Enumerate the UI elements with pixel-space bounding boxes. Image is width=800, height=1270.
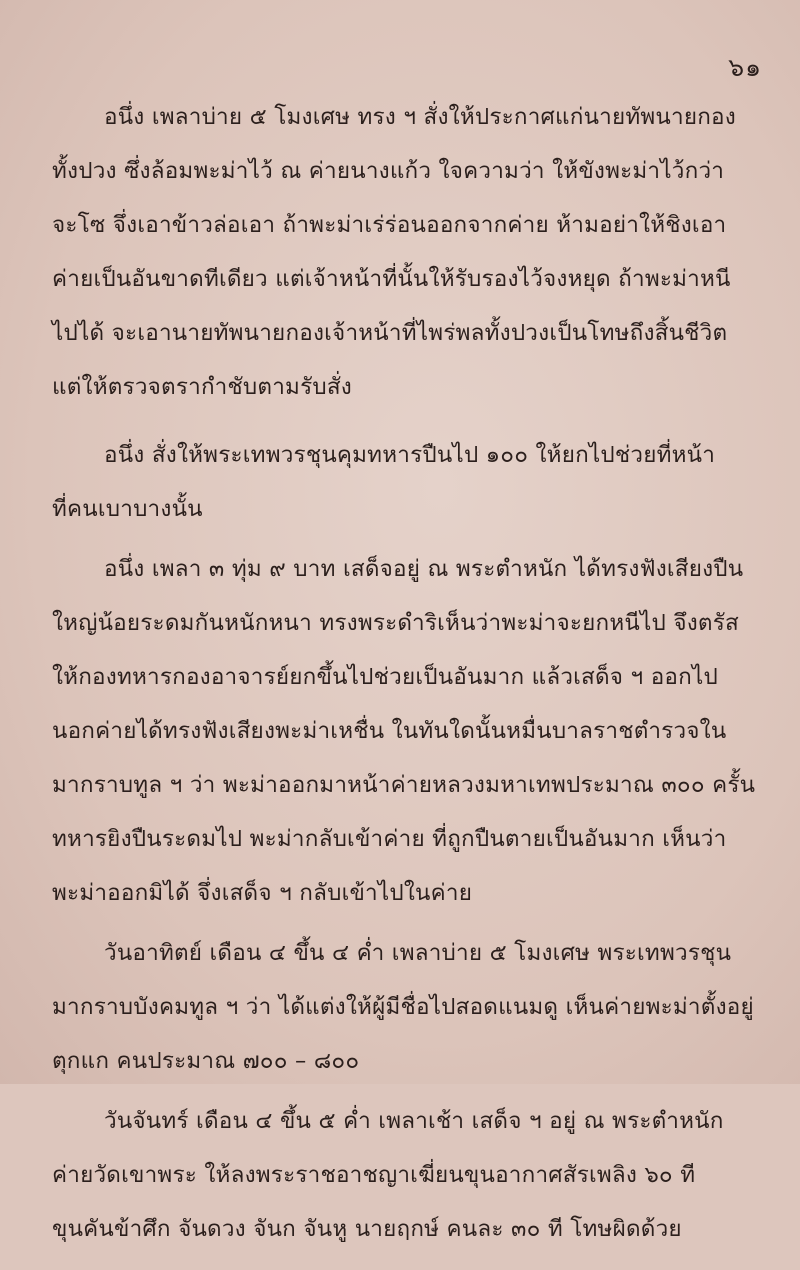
page-number: ๖๑ [728, 53, 762, 82]
text-line: จะโซ จึ่งเอาข้าวล่อเอา ถ้าพะม่าเร่ร่อนออกจากค่าย ห้ามอย่าให้ชิงเอา [52, 212, 727, 238]
text-line: อนึ่ง เพลา ๓ ทุ่ม ๙ บาท เสด็จอยู่ ณ พระตำหนัก ได้ทรงฟังเสียงปืน [104, 556, 744, 582]
body-text [52, 90, 772, 1270]
text-line: อนึ่ง เพลาบ่าย ๕ โมงเศษ ทรง ฯ สั่งให้ประกาศแก่นายทัพนายกอง [104, 104, 736, 130]
paragraph-3 [52, 542, 772, 920]
text-line: อนึ่ง สั่งให้พระเทพวรชุนคุมทหารปืนไป ๑๐๐ ให้ยกไปช่วยที่หน้า [104, 442, 716, 468]
text-line: ทหารยิงปืนระดมไป พะม่ากลับเข้าค่าย ที่ถูกปืนตายเป็นอันมาก เห็นว่า [52, 826, 727, 852]
paragraph-5 [52, 1094, 772, 1256]
text-line: วันอาทิตย์ เดือน ๔ ขึ้น ๔ ค่ำ เพลาบ่าย ๕ โมงเศษ พระเทพวรชุน [104, 940, 732, 966]
text-line: ขุนคันข้าศึก จันดวง จันก จันหู นายฤกษ์ คนละ ๓๐ ที โทษผิดด้วย [52, 1216, 682, 1242]
text-line: ไปได้ จะเอานายทัพนายกองเจ้าหน้าที่ไพร่พลทั้งปวงเป็นโทษถึงสิ้นชีวิต [52, 320, 728, 346]
text-line: ใหญ่น้อยระดมกันหนักหนา ทรงพระดำริเห็นว่าพะม่าจะยกหนีไป จึงตรัส [52, 610, 739, 636]
paragraph-4 [52, 926, 772, 1088]
paragraph-2 [52, 428, 772, 536]
text-line: ค่ายเป็นอันขาดทีเดียว แต่เจ้าหน้าที่นั้นให้รับรองไว้จงหยุด ถ้าพะม่าหนี [52, 266, 731, 292]
text-line: ตุกแก คนประมาณ ๗๐๐ – ๘๐๐ [52, 1048, 360, 1074]
text-line: พะม่าออกมิได้ จึ่งเสด็จ ฯ กลับเข้าไปในค่าย [52, 880, 473, 906]
text-line: นอกค่ายได้ทรงฟังเสียงพะม่าเหชื่น ในทันใดนั้นหมื่นบาลราชตำรวจใน [52, 718, 727, 744]
paragraph-1 [52, 90, 772, 414]
text-line: ที่คนเบาบางนั้น [52, 496, 203, 522]
text-line: ให้กองทหารกองอาจารย์ยกขึ้นไปช่วยเป็นอันมาก แล้วเสด็จ ฯ ออกไป [52, 664, 718, 690]
text-line: วันจันทร์ เดือน ๔ ขึ้น ๕ ค่ำ เพลาเช้า เสด็จ ฯ อยู่ ณ พระตำหนัก [104, 1108, 724, 1134]
text-line: แต่ให้ตรวจตรากำชับตามรับสั่ง [52, 374, 352, 400]
text-line: ค่ายวัดเขาพระ ให้ลงพระราชอาชญาเฆี่ยนขุนอากาศสัรเพลิง ๖๐ ที [52, 1162, 696, 1188]
text-line: มากราบบังคมทูล ฯ ว่า ได้แต่งให้ผู้มีชื่อไปสอดแนมดู เห็นค่ายพะม่าตั้งอยู่ [52, 994, 754, 1020]
text-line: ทั้งปวง ซึ่งล้อมพะม่าไว้ ณ ค่ายนางแก้ว ใจความว่า ให้ขังพะม่าไว้กว่า [52, 158, 725, 184]
text-line: มากราบทูล ฯ ว่า พะม่าออกมาหน้าค่ายหลวงมหาเทพประมาณ ๓๐๐ ครั้น [52, 772, 756, 798]
